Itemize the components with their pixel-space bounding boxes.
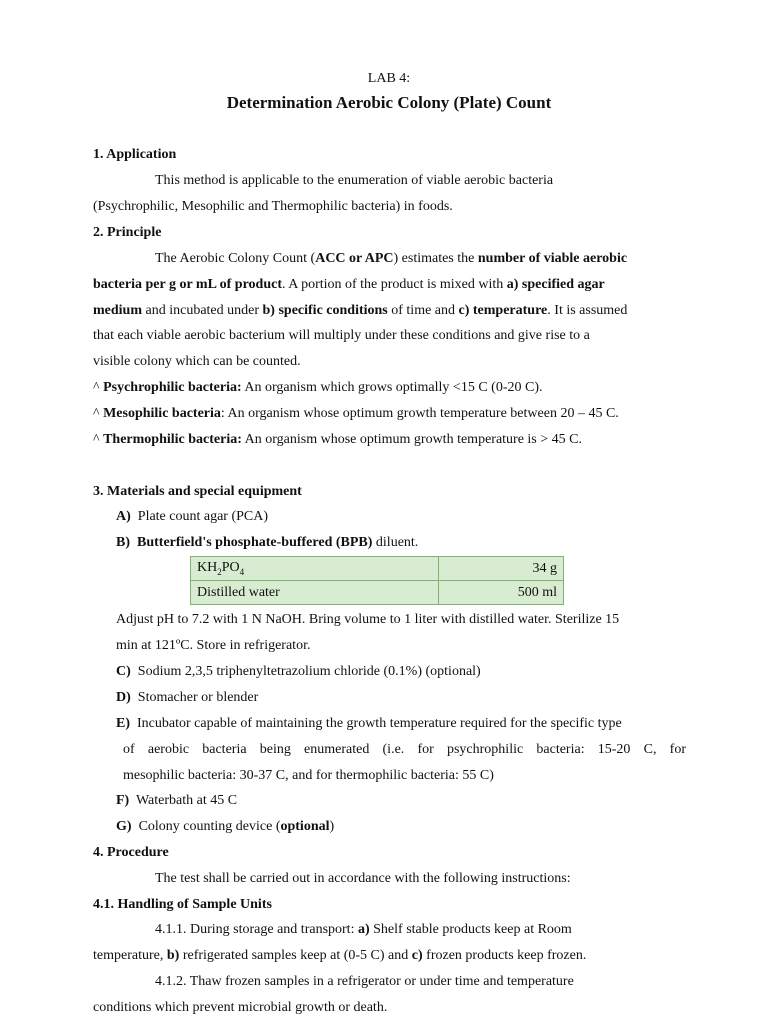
section-heading-materials: 3. Materials and special equipment [93, 484, 302, 499]
list-item-a: A) Plate count agar (PCA) [116, 509, 269, 524]
paragraph-line: bacteria per g or mL of product. A portion of the product is mixed with a) specified agar [93, 277, 605, 292]
section-heading-procedure: 4. Procedure [93, 845, 169, 860]
list-item-d: D) Stomacher or blender [116, 690, 259, 705]
paragraph-line: mesophilic bacteria: 30-37 C, and for thermophilic bacteria: 55 C) [123, 768, 494, 783]
paragraph-line: medium and incubated under b) specific conditions of time and c) temperature. It is assumed [93, 303, 628, 318]
page-title: Determination Aerobic Colony (Plate) Count [226, 93, 552, 112]
list-item-e: E) Incubator capable of maintaining the growth temperature required for the specific type [116, 716, 622, 731]
paragraph-line: Adjust pH to 7.2 with 1 N NaOH. Bring volume to 1 liter with distilled water. Sterilize 15 [116, 612, 620, 627]
paragraph-line: The test shall be carried out in accordance with the following instructions: [155, 871, 571, 886]
paragraph-line: 4.1.1. During storage and transport: a) Shelf stable products keep at Room [155, 922, 572, 937]
definition-thermophilic: ^ Thermophilic bacteria: An organism whose optimum growth temperature is > 45 C. [93, 432, 582, 447]
list-item-f: F) Waterbath at 45 C [116, 793, 238, 808]
paragraph-line: conditions which prevent microbial growth or death. [93, 1000, 388, 1015]
table-cell-value: 34 g [439, 557, 564, 581]
paragraph-line: 4.1.2. Thaw frozen samples in a refrigerator or under time and temperature [155, 974, 574, 989]
paragraph-line: that each viable aerobic bacterium will multiply under these conditions and give rise to a [93, 328, 590, 343]
section-heading-application: 1. Application [93, 147, 177, 162]
paragraph-line: This method is applicable to the enumeration of viable aerobic bacteria [155, 173, 554, 188]
definition-mesophilic: ^ Mesophilic bacteria: An organism whose optimum growth temperature between 20 – 45 C. [93, 406, 619, 421]
paragraph-line: (Psychrophilic, Mesophilic and Thermophilic bacteria) in foods. [93, 199, 453, 214]
paragraph-line: min at 121ºC. Store in refrigerator. [116, 638, 311, 653]
table-cell-value: 500 ml [439, 581, 564, 605]
table-cell-name: $KH_2PO_4$ [191, 557, 439, 581]
definition-psychrophilic: ^ Psychrophilic bacteria: An organism which grows optimally <15 C (0-20 C). [93, 380, 543, 395]
list-item-b: B) Butterfield's phosphate-buffered (BPB) diluent. [116, 535, 419, 550]
paragraph-line: visible colony which can be counted. [93, 354, 301, 369]
table-cell-name: Distilled water [191, 581, 439, 605]
subsection-heading: 4.1. Handling of Sample Units [93, 897, 272, 912]
paragraph-line-justified: of aerobic bacteria being enumerated (i.e. for psychrophilic bacteria: 15-20 C, for [123, 742, 686, 757]
list-item-g: G) Colony counting device (optional) [116, 819, 335, 834]
table-row [191, 581, 564, 605]
paragraph-line: The Aerobic Colony Count (ACC or APC) estimates the number of viable aerobic [155, 251, 628, 266]
section-heading-principle: 2. Principle [93, 225, 162, 240]
table-row [191, 557, 564, 581]
list-item-c: C) Sodium 2,3,5 triphenyltetrazolium chloride (0.1%) (optional) [116, 664, 481, 679]
paragraph-line: temperature, b) refrigerated samples keep at (0-5 C) and c) frozen products keep frozen. [93, 948, 587, 963]
lab-number: LAB 4: [367, 71, 411, 86]
diluent-table [190, 556, 564, 605]
